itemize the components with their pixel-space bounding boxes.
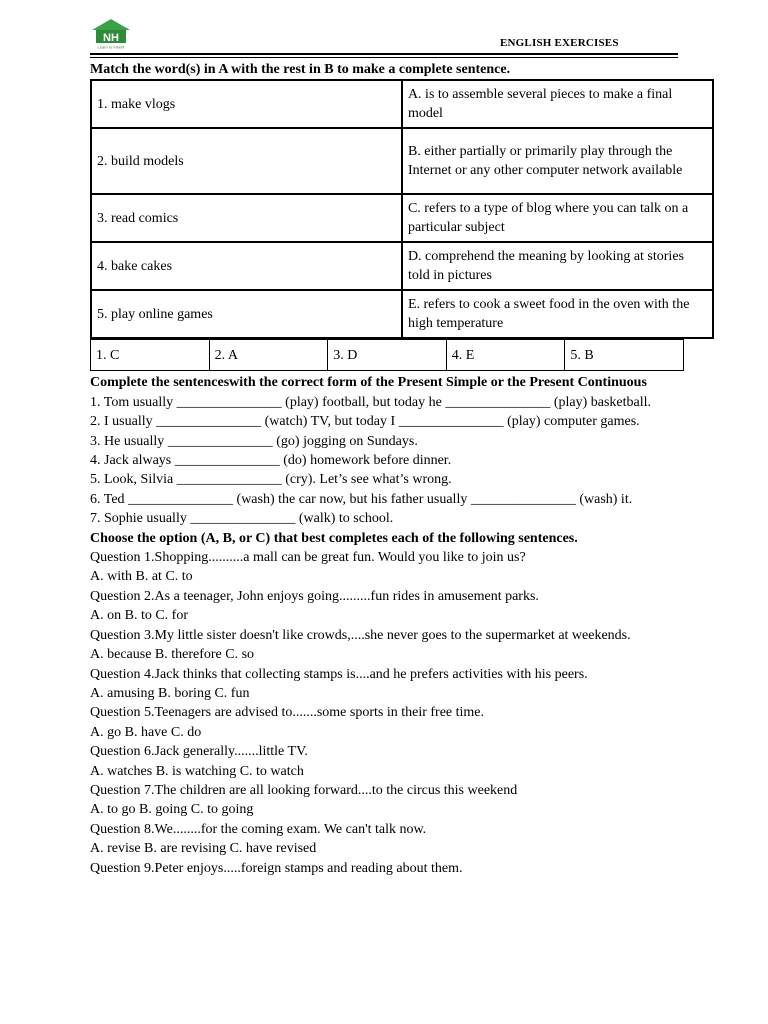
options-line: A. amusing B. boring C. fun xyxy=(90,685,250,701)
exercise-line: 2. I usually _______________ (watch) TV, but today I _______________ (play) computer games. xyxy=(90,414,640,430)
options-line: A. with B. at C. to xyxy=(90,569,193,585)
section1-instruction: Match the word(s) in A with the rest in B to make a complete sentence. xyxy=(90,62,511,77)
table-row xyxy=(91,242,713,290)
column-a-cell: 4. bake cakes xyxy=(91,242,402,290)
column-a-cell: 5. play online games xyxy=(91,290,402,338)
column-a-cell: 1. make vlogs xyxy=(91,80,402,128)
table-row xyxy=(91,80,713,128)
exercise-line: 4. Jack always _______________ (do) homework before dinner. xyxy=(90,453,452,469)
section3-instruction: Choose the option (A, B, or C) that best completes each of the following sentences. xyxy=(90,530,578,546)
question-line: Question 1.Shopping..........a mall can be great fun. Would you like to join us? xyxy=(90,550,526,566)
options-line: A. go B. have C. do xyxy=(90,724,202,740)
question-line: Question 7.The children are all looking forward....to the circus this weekend xyxy=(90,782,518,798)
exercise-line: 3. He usually _______________ (go) jogging on Sundays. xyxy=(90,433,418,449)
worksheet-content xyxy=(90,60,690,878)
matching-table xyxy=(90,79,714,339)
header-divider-thick xyxy=(90,53,678,55)
options-line: A. on B. to C. for xyxy=(90,608,188,624)
page-header-title: ENGLISH EXERCISES xyxy=(500,37,619,49)
options-line: A. to go B. going C. to going xyxy=(90,802,254,818)
column-b-cell: E. refers to cook a sweet food in the oven with the high temperature xyxy=(402,290,713,338)
exercise-line: 7. Sophie usually _______________ (walk) to school. xyxy=(90,511,394,527)
column-a-cell: 3. read comics xyxy=(91,194,402,242)
column-b-cell: A. is to assemble several pieces to make a final model xyxy=(402,80,713,128)
question-line: Question 9.Peter enjoys.....foreign stamps and reading about them. xyxy=(90,860,463,876)
question-line: Question 2.As a teenager, John enjoys going.........fun rides in amusement parks. xyxy=(90,588,539,604)
options-line: A. revise B. are revising C. have revised xyxy=(90,841,317,857)
answer-cell: 3. D xyxy=(328,340,447,371)
answer-cell: 5. B xyxy=(565,340,684,371)
column-b-cell: B. either partially or primarily play through the Internet or any other computer network available xyxy=(402,128,713,194)
table-row xyxy=(91,340,684,371)
answer-key-table xyxy=(90,339,684,371)
table-row xyxy=(91,128,713,194)
exercise-line: 6. Ted _______________ (wash) the car now, but his father usually _______________ (wash) it. xyxy=(90,491,633,507)
exercise-line: 5. Look, Silvia _______________ (cry). Let’s see what’s wrong. xyxy=(90,472,452,488)
table-row xyxy=(91,290,713,338)
table-row xyxy=(91,194,713,242)
header-divider-thin xyxy=(90,57,678,58)
question-line: Question 6.Jack generally.......little TV. xyxy=(90,744,308,760)
question-line: Question 3.My little sister doesn't like crowds,....she never goes to the supermarket at weekends. xyxy=(90,627,631,643)
question-line: Question 4.Jack thinks that collecting stamps is....and he prefers activities with his peers. xyxy=(90,666,588,682)
options-line: A. because B. therefore C. so xyxy=(90,647,255,663)
question-line: Question 5.Teenagers are advised to.......some sports in their free time. xyxy=(90,705,485,721)
column-b-cell: D. comprehend the meaning by looking at stories told in pictures xyxy=(402,242,713,290)
column-a-cell: 2. build models xyxy=(91,128,402,194)
question-line: Question 8.We........for the coming exam. We can't talk now. xyxy=(90,821,427,837)
nh-logo xyxy=(90,18,132,50)
logo-tagline: Learn to Inherit xyxy=(97,44,125,50)
column-b-cell: C. refers to a type of blog where you can talk on a particular subject xyxy=(402,194,713,242)
exercise-line: 1. Tom usually _______________ (play) football, but today he _______________ (play) basketball. xyxy=(90,394,652,410)
answer-cell: 2. A xyxy=(209,340,328,371)
answer-cell: 1. C xyxy=(91,340,210,371)
logo-text: NH xyxy=(103,32,119,44)
options-line: A. watches B. is watching C. to watch xyxy=(90,763,304,779)
answer-cell: 4. E xyxy=(446,340,565,371)
section2-instruction: Complete the sentenceswith the correct form of the Present Simple or the Present Continuous xyxy=(90,375,647,391)
